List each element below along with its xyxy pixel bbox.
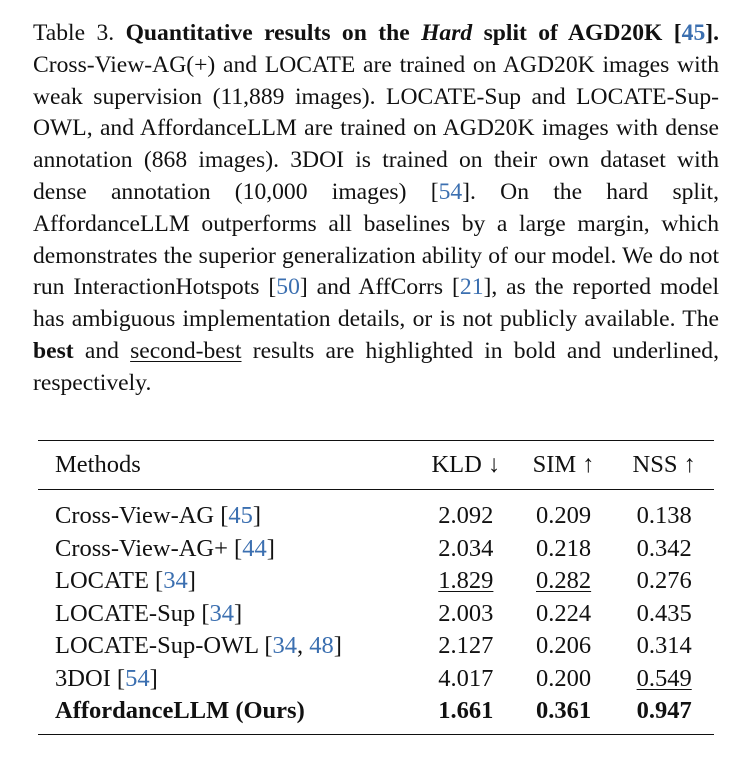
caption-title <box>126 20 719 46</box>
nss-cell: 0.342 <box>636 534 692 562</box>
method-name: 3DOI [ <box>55 664 126 692</box>
sim-cell: 0.224 <box>536 599 592 627</box>
caption-label: Table 3. <box>33 20 115 46</box>
citation-link[interactable]: 21 <box>459 274 484 301</box>
table-row <box>38 490 714 533</box>
bracket: ] <box>149 664 158 692</box>
header-kld: KLD ↓ <box>419 441 513 490</box>
method-cell <box>38 598 419 631</box>
caption-text: and <box>73 337 131 364</box>
method-cell: AffordanceLLM (Ours) <box>38 695 419 734</box>
method-cell <box>38 533 419 566</box>
citation-link[interactable]: 44 <box>242 534 267 562</box>
separator: , <box>297 632 310 660</box>
nss-cell: 0.276 <box>636 567 692 595</box>
citation-link[interactable]: 34 <box>272 632 298 660</box>
citation-link[interactable]: 45 <box>228 502 253 530</box>
bracket: ] <box>333 632 342 660</box>
table-caption <box>33 18 719 400</box>
nss-value: 0.549 <box>636 664 692 692</box>
sim-value: 0.282 <box>536 567 592 595</box>
caption-text: results are highlighted in bold and underlined, respectively. <box>33 337 719 396</box>
caption-second-best-word: second-best <box>130 337 242 364</box>
method-name: Cross-View-AG+ [ <box>55 534 243 562</box>
caption-text: ], as the reported model has ambiguous implementation details, or is not publicly available. The <box>33 274 720 333</box>
sim-cell-second-best <box>513 565 615 598</box>
header-sim: SIM ↑ <box>513 441 615 490</box>
caption-best-word: best <box>33 337 74 364</box>
kld-cell-second-best <box>419 565 513 598</box>
sim-cell: 0.209 <box>536 502 592 530</box>
method-name: Cross-View-AG [ <box>55 502 229 530</box>
caption-title-part: split of AGD20K [ <box>472 20 682 46</box>
table-row <box>38 565 714 598</box>
citation-link[interactable]: 34 <box>209 599 234 627</box>
sim-cell-best: 0.361 <box>513 695 615 734</box>
table-row <box>38 663 714 696</box>
table-body <box>38 490 714 735</box>
table-row <box>38 533 714 566</box>
bracket: ] <box>252 502 262 530</box>
table-row <box>38 630 714 663</box>
citation-link[interactable]: 54 <box>125 664 150 692</box>
citation-link[interactable]: 50 <box>276 274 300 301</box>
kld-cell-best: 1.661 <box>419 695 513 734</box>
nss-cell: 0.314 <box>636 632 692 660</box>
results-table-wrap <box>38 440 714 735</box>
method-name: LOCATE-Sup-OWL [ <box>55 632 273 660</box>
citation-link[interactable]: 54 <box>438 178 463 205</box>
kld-cell: 2.092 <box>438 502 494 530</box>
bracket: ] <box>266 534 275 562</box>
caption-title-part: ]. <box>705 20 719 46</box>
method-cell <box>38 663 419 696</box>
method-name: LOCATE [ <box>55 567 164 595</box>
kld-cell: 4.017 <box>438 664 494 692</box>
method-cell <box>38 630 419 663</box>
caption-text: Cross-View-AG(+) and LOCATE are trained on AGD20K images with weak supervision (11,889 images). LOCATE-Sup and LOCATE-Sup-OWL, and AffordanceLLM are trained on AGD20K images with dense annotation (868 images). 3DOI is trained on their own dataset with dense annotation (10,000 images) [ <box>33 51 719 205</box>
header-nss: NSS ↑ <box>614 441 714 490</box>
sim-cell: 0.206 <box>536 632 592 660</box>
results-table <box>38 440 714 735</box>
caption-title-italic: Hard <box>421 20 473 46</box>
citation-link[interactable]: 45 <box>681 20 706 46</box>
kld-cell: 2.127 <box>438 632 494 660</box>
bracket: ] <box>187 567 196 595</box>
nss-cell-best: 0.947 <box>614 695 714 734</box>
bracket: ] <box>233 599 243 627</box>
citation-link[interactable]: 48 <box>309 632 334 660</box>
table-row-best <box>38 695 714 734</box>
caption-title-part: Quantitative results on the <box>125 20 422 46</box>
kld-cell: 2.034 <box>438 534 494 562</box>
caption-text: ] and AffCorrs [ <box>299 274 460 301</box>
method-cell <box>38 490 419 533</box>
method-name: LOCATE-Sup [ <box>55 599 210 627</box>
citation-link[interactable]: 34 <box>163 567 188 595</box>
header-methods: Methods <box>38 441 419 490</box>
kld-cell: 2.003 <box>438 599 494 627</box>
table-row <box>38 598 714 631</box>
sim-cell: 0.200 <box>536 664 592 692</box>
nss-cell-second-best <box>614 663 714 696</box>
kld-value: 1.829 <box>438 567 494 595</box>
sim-cell: 0.218 <box>536 534 592 562</box>
nss-cell: 0.435 <box>636 599 692 627</box>
nss-cell: 0.138 <box>636 502 692 530</box>
caption-text: ]. On the hard split, AffordanceLLM outperforms all baselines by a large margin, which demonstrates the superior generalization ability of our model. We do not run InteractionHotspots [ <box>33 178 719 301</box>
method-cell <box>38 565 419 598</box>
table-header-row <box>38 441 714 490</box>
